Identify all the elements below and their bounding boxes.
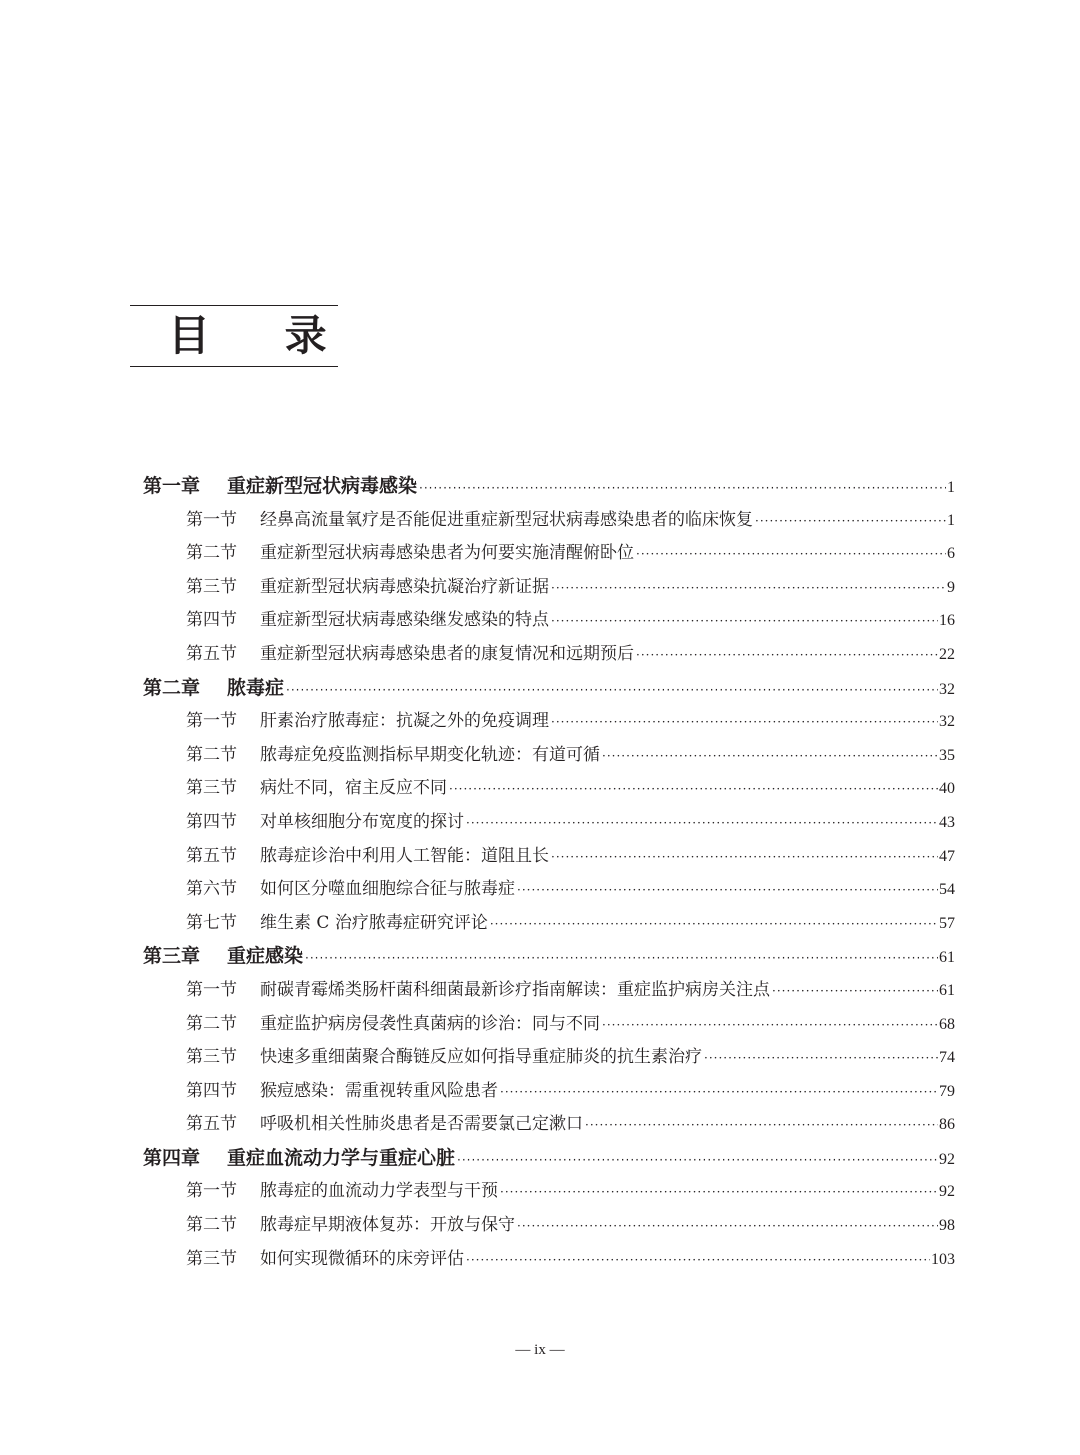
toc-entry-page-number: 22 xyxy=(939,645,955,663)
toc-entry-page-number: 35 xyxy=(939,746,955,764)
toc-entry-title: 脓毒症早期液体复苏：开放与保守 xyxy=(260,1215,515,1236)
toc-entry-page-number: 54 xyxy=(939,881,955,899)
toc-section-row[interactable] xyxy=(143,1243,955,1277)
toc-entry-title: 快速多重细菌聚合酶链反应如何指导重症肺炎的抗生素治疗 xyxy=(260,1047,702,1068)
toc-section-row[interactable] xyxy=(143,873,955,907)
dot-leader xyxy=(500,1076,938,1109)
toc-section-row[interactable] xyxy=(143,638,955,672)
toc-entry-label: 第四节 xyxy=(186,811,237,832)
dot-leader xyxy=(517,874,938,907)
toc-section-row[interactable] xyxy=(143,1175,955,1209)
dot-leader xyxy=(466,1244,930,1277)
dot-leader xyxy=(551,841,938,874)
dot-leader xyxy=(517,1210,938,1243)
toc-entry-label: 第一节 xyxy=(186,979,237,1000)
toc-entry-label: 第五节 xyxy=(186,643,237,664)
toc-section-row[interactable] xyxy=(143,840,955,874)
toc-entry-label: 第一节 xyxy=(186,1181,237,1202)
toc-entry-title: 对单核细胞分布宽度的探讨 xyxy=(260,811,464,832)
toc-entry-title: 猴痘感染：需重视转重风险患者 xyxy=(260,1080,498,1101)
toc-entry-page-number: 1 xyxy=(947,479,955,496)
toc-entry-title: 重症监护病房侵袭性真菌病的诊治：同与不同 xyxy=(260,1013,600,1034)
toc-entry-label: 第二节 xyxy=(186,543,237,564)
dot-leader xyxy=(466,807,938,840)
toc-entry-title: 经鼻高流量氧疗是否能促进重症新型冠状病毒感染患者的临床恢复 xyxy=(260,509,753,530)
toc-entry-title: 病灶不同，宿主反应不同 xyxy=(260,778,447,799)
toc-entry-title: 重症新型冠状病毒感染患者的康复情况和远期预后 xyxy=(260,643,634,664)
toc-entry-label: 第七节 xyxy=(186,912,237,933)
toc-entry-label: 第二章 xyxy=(143,676,201,699)
toc-entry-title: 重症血流动力学与重症心脏 xyxy=(227,1146,456,1169)
dot-leader xyxy=(772,975,938,1008)
toc-heading-block xyxy=(130,305,357,367)
toc-entry-page-number: 92 xyxy=(939,1183,955,1201)
toc-entry-page-number: 43 xyxy=(939,813,955,831)
toc-entry-title: 肝素治疗脓毒症：抗凝之外的免疫调理 xyxy=(260,711,549,732)
toc-entry-page-number: 61 xyxy=(939,949,955,967)
toc-entry-page-number: 103 xyxy=(931,1250,955,1268)
dot-leader xyxy=(602,740,938,773)
toc-entry-label: 第五节 xyxy=(186,845,237,866)
toc-entry-page-number: 86 xyxy=(939,1116,955,1134)
toc-entry-title: 维生素 C 治疗脓毒症研究评论 xyxy=(260,912,488,933)
dot-leader xyxy=(551,706,938,739)
toc-entry-label: 第一章 xyxy=(143,475,201,497)
toc-entry-label: 第三章 xyxy=(143,945,201,968)
toc-entry-label: 第二节 xyxy=(186,744,237,765)
toc-entry-page-number: 92 xyxy=(939,1150,955,1168)
toc-section-row[interactable] xyxy=(143,1108,955,1142)
dot-leader xyxy=(305,942,938,974)
toc-entry-page-number: 16 xyxy=(939,612,955,630)
toc-entry-page-number: 40 xyxy=(939,780,955,798)
dot-leader xyxy=(636,639,938,672)
toc-section-row[interactable] xyxy=(143,739,955,773)
table-of-contents xyxy=(143,470,955,1276)
toc-entry-page-number: 98 xyxy=(939,1217,955,1235)
dot-leader xyxy=(704,1042,938,1075)
toc-entry-title: 脓毒症免疫监测指标早期变化轨迹：有道可循 xyxy=(260,744,600,765)
toc-entry-page-number: 9 xyxy=(947,578,955,596)
toc-entry-title: 脓毒症的血流动力学表型与干预 xyxy=(260,1181,498,1202)
toc-entry-label: 第一节 xyxy=(186,509,237,530)
toc-entry-title: 重症新型冠状病毒感染继发感染的特点 xyxy=(260,610,549,631)
toc-entry-title: 如何实现微循环的床旁评估 xyxy=(260,1248,464,1269)
toc-entry-label: 第四节 xyxy=(186,610,237,631)
toc-section-row[interactable] xyxy=(143,974,955,1008)
toc-section-row[interactable] xyxy=(143,1075,955,1109)
toc-entry-page-number: 47 xyxy=(939,847,955,865)
toc-entry-title: 重症新型冠状病毒感染患者为何要实施清醒俯卧位 xyxy=(260,543,634,564)
dot-leader xyxy=(490,908,938,941)
toc-section-row[interactable] xyxy=(143,604,955,638)
toc-entry-label: 第二节 xyxy=(186,1215,237,1236)
dot-leader xyxy=(551,572,946,605)
toc-entry-page-number: 61 xyxy=(939,981,955,999)
toc-entry-page-number: 6 xyxy=(947,545,955,563)
toc-section-row[interactable] xyxy=(143,1209,955,1243)
toc-entry-page-number: 32 xyxy=(939,713,955,731)
dot-leader xyxy=(602,1009,938,1042)
toc-entry-page-number: 74 xyxy=(939,1049,955,1067)
page-number: — ix — xyxy=(515,1342,565,1358)
dot-leader xyxy=(551,605,938,638)
toc-entry-label: 第五节 xyxy=(186,1114,237,1135)
toc-entry-label: 第三节 xyxy=(186,1248,237,1269)
dot-leader xyxy=(286,674,938,706)
dot-leader xyxy=(449,773,938,806)
dot-leader xyxy=(636,538,946,571)
toc-entry-label: 第四节 xyxy=(186,1080,237,1101)
toc-entry-page-number: 1 xyxy=(947,511,955,529)
toc-entry-title: 呼吸机相关性肺炎患者是否需要氯己定漱口 xyxy=(260,1114,583,1135)
toc-entry-label: 第二节 xyxy=(186,1013,237,1034)
toc-section-row[interactable] xyxy=(143,537,955,571)
toc-entry-title: 脓毒症 xyxy=(227,676,285,699)
toc-entry-title: 如何区分噬血细胞综合征与脓毒症 xyxy=(260,879,515,900)
toc-entry-label: 第一节 xyxy=(186,711,237,732)
toc-entry-title: 重症新型冠状病毒感染 xyxy=(227,475,418,497)
toc-section-row[interactable] xyxy=(143,806,955,840)
toc-section-row[interactable] xyxy=(143,571,955,605)
toc-section-row[interactable] xyxy=(143,772,955,806)
toc-entry-page-number: 79 xyxy=(939,1082,955,1100)
toc-section-row[interactable] xyxy=(143,504,955,538)
toc-chapter-row[interactable] xyxy=(143,1142,955,1176)
toc-section-row[interactable] xyxy=(143,705,955,739)
toc-chapter-row[interactable] xyxy=(143,470,955,504)
dot-leader xyxy=(419,472,946,504)
toc-entry-label: 第三节 xyxy=(186,1047,237,1068)
toc-entry-title: 脓毒症诊治中利用人工智能：道阻且长 xyxy=(260,845,549,866)
toc-entry-page-number: 57 xyxy=(939,914,955,932)
toc-entry-title: 重症感染 xyxy=(227,945,304,968)
toc-chapter-row[interactable] xyxy=(143,672,955,706)
toc-section-row[interactable] xyxy=(143,1008,955,1042)
toc-entry-page-number: 32 xyxy=(939,680,955,698)
dot-leader xyxy=(585,1109,938,1142)
toc-entry-title: 重症新型冠状病毒感染抗凝治疗新证据 xyxy=(260,576,549,597)
toc-entry-label: 第四章 xyxy=(143,1146,201,1169)
toc-section-row[interactable] xyxy=(143,907,955,941)
toc-entry-label: 第三节 xyxy=(186,576,237,597)
toc-entry-title: 耐碳青霉烯类肠杆菌科细菌最新诊疗指南解读：重症监护病房关注点 xyxy=(260,979,770,1000)
page-title: 目 录 xyxy=(168,311,357,360)
dot-leader xyxy=(755,505,946,538)
dot-leader xyxy=(500,1176,938,1209)
toc-chapter-row[interactable] xyxy=(143,940,955,974)
toc-entry-label: 第六节 xyxy=(186,879,237,900)
dot-leader xyxy=(457,1144,938,1176)
toc-section-row[interactable] xyxy=(143,1041,955,1075)
toc-entry-page-number: 68 xyxy=(939,1015,955,1033)
toc-entry-label: 第三节 xyxy=(186,778,237,799)
